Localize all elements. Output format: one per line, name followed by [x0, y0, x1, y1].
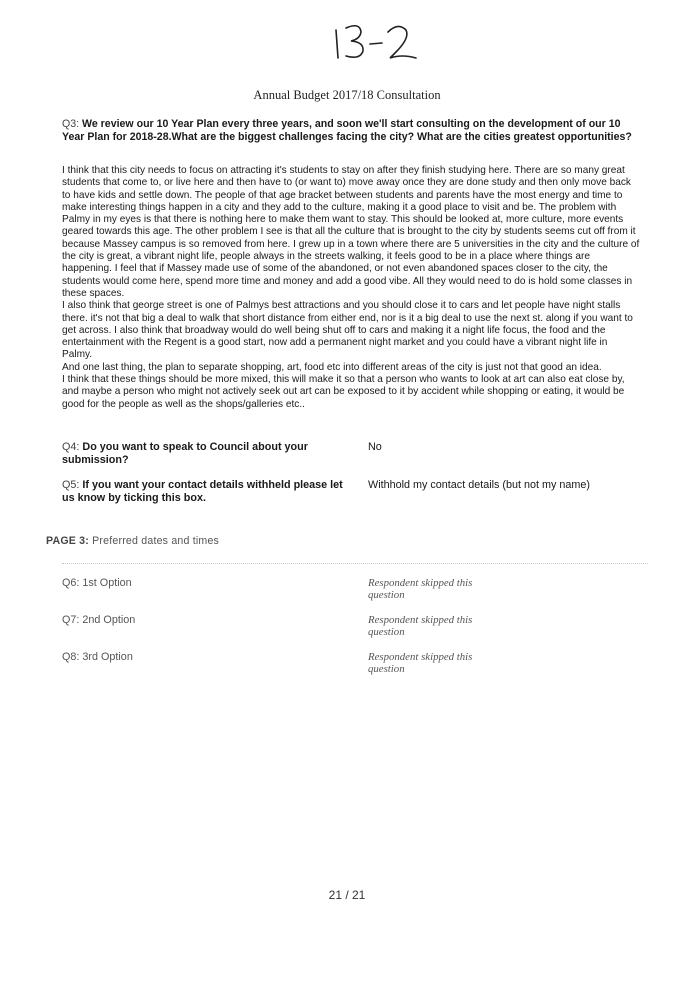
option-label: Q7: 2nd Option: [62, 614, 136, 626]
page-number: 21 / 21: [328, 888, 366, 902]
page-title: Preferred dates and times: [92, 535, 220, 547]
section-divider: [62, 563, 648, 564]
question-number: Q3:: [62, 118, 80, 130]
question-4: [62, 441, 642, 471]
question-3-answer: [62, 165, 640, 411]
page-3-heading: [46, 535, 219, 547]
question-8: [62, 651, 642, 681]
question-number: Q4:: [62, 441, 80, 453]
question-5-answer: Withhold my contact details (but not my name): [368, 479, 591, 491]
handwritten-page-mark: [330, 18, 420, 62]
question-3: [62, 118, 632, 144]
question-7: [62, 614, 642, 644]
question-4-answer: No: [368, 441, 382, 453]
answer-paragraph: And one last thing, the plan to separate shopping, art, food etc into different areas of the city is just not that good an idea.: [62, 361, 602, 373]
question-number: Q5:: [62, 479, 80, 491]
option-answer: Respondent skipped this question: [368, 577, 473, 601]
answer-paragraph: I think that these things should be more mixed, this will make it so that a person who wants to look at art can also eat close by, and maybe a person who might not actively seek out art can be exposed to it by accident while shopping or eating, it would be good for the people as well as the shops/galleries etc..: [62, 374, 625, 410]
answer-paragraph: I think that this city needs to focus on attracting it's students to stay on after they finish studying here. There are so many great students that come to, or live here and then have to (or want to) move away once they are done study and then only move back to have kids and settle down. The people of that age bracket between students and parents have the most energy and time to make interesting things happen in a city and they add to the culture, making it a good place to visit and be. The problem with Palmy in my eyes is that there is nothing here to make them want to stay. This should be looked at, more culture, more events geared towards this age. The other problem I see is that all the culture that is brought to the city by students seems cut off from it because Massey campus is so removed from here. I grew up in a town where there are 5 universities in the city and the culture of the city is great, a vibrant night life, people always in the streets walking, it feels good to be in a place where things are happening. I feel that if Massey made use of some of the abandoned, or not even abandoned spaces closer to the city, the students would come here, spend more time and money and add a good vibe. All they would need to do is hold some classes in these spaces.: [62, 165, 640, 299]
page-label: PAGE 3:: [46, 535, 89, 547]
option-label: Q8: 3rd Option: [62, 651, 133, 663]
option-answer: Respondent skipped this question: [368, 614, 473, 638]
question-5-label: [62, 479, 357, 505]
question-4-label: [62, 441, 357, 467]
option-label: Q6: 1st Option: [62, 577, 132, 589]
document-title: Annual Budget 2017/18 Consultation: [253, 88, 441, 102]
question-6: [62, 577, 642, 607]
question-text: If you want your contact details withheld please let us know by ticking this box.: [62, 479, 343, 504]
question-text: We review our 10 Year Plan every three years, and soon we'll start consulting on the development of our 10 Year Plan for 2018-28.What are the biggest challenges facing the city? What are the cities greatest opportunities?: [62, 118, 632, 143]
option-answer: Respondent skipped this question: [368, 651, 473, 675]
answer-paragraph: I also think that george street is one of Palmys best attractions and you should close it to cars and let people have night stalls there. it's not that big a deal to walk that short distance from either end, nor is it a big deal to use the next st. along if you want to get across. I also think that broadway would do well being shut off to cars and making it a night life focus, the food and the entertainment with the Regent is a good start, now add a permanent night market and you could have a vibrant night life in Palmy.: [62, 300, 633, 361]
question-text: Do you want to speak to Council about your submission?: [62, 441, 308, 466]
question-5: [62, 479, 642, 509]
